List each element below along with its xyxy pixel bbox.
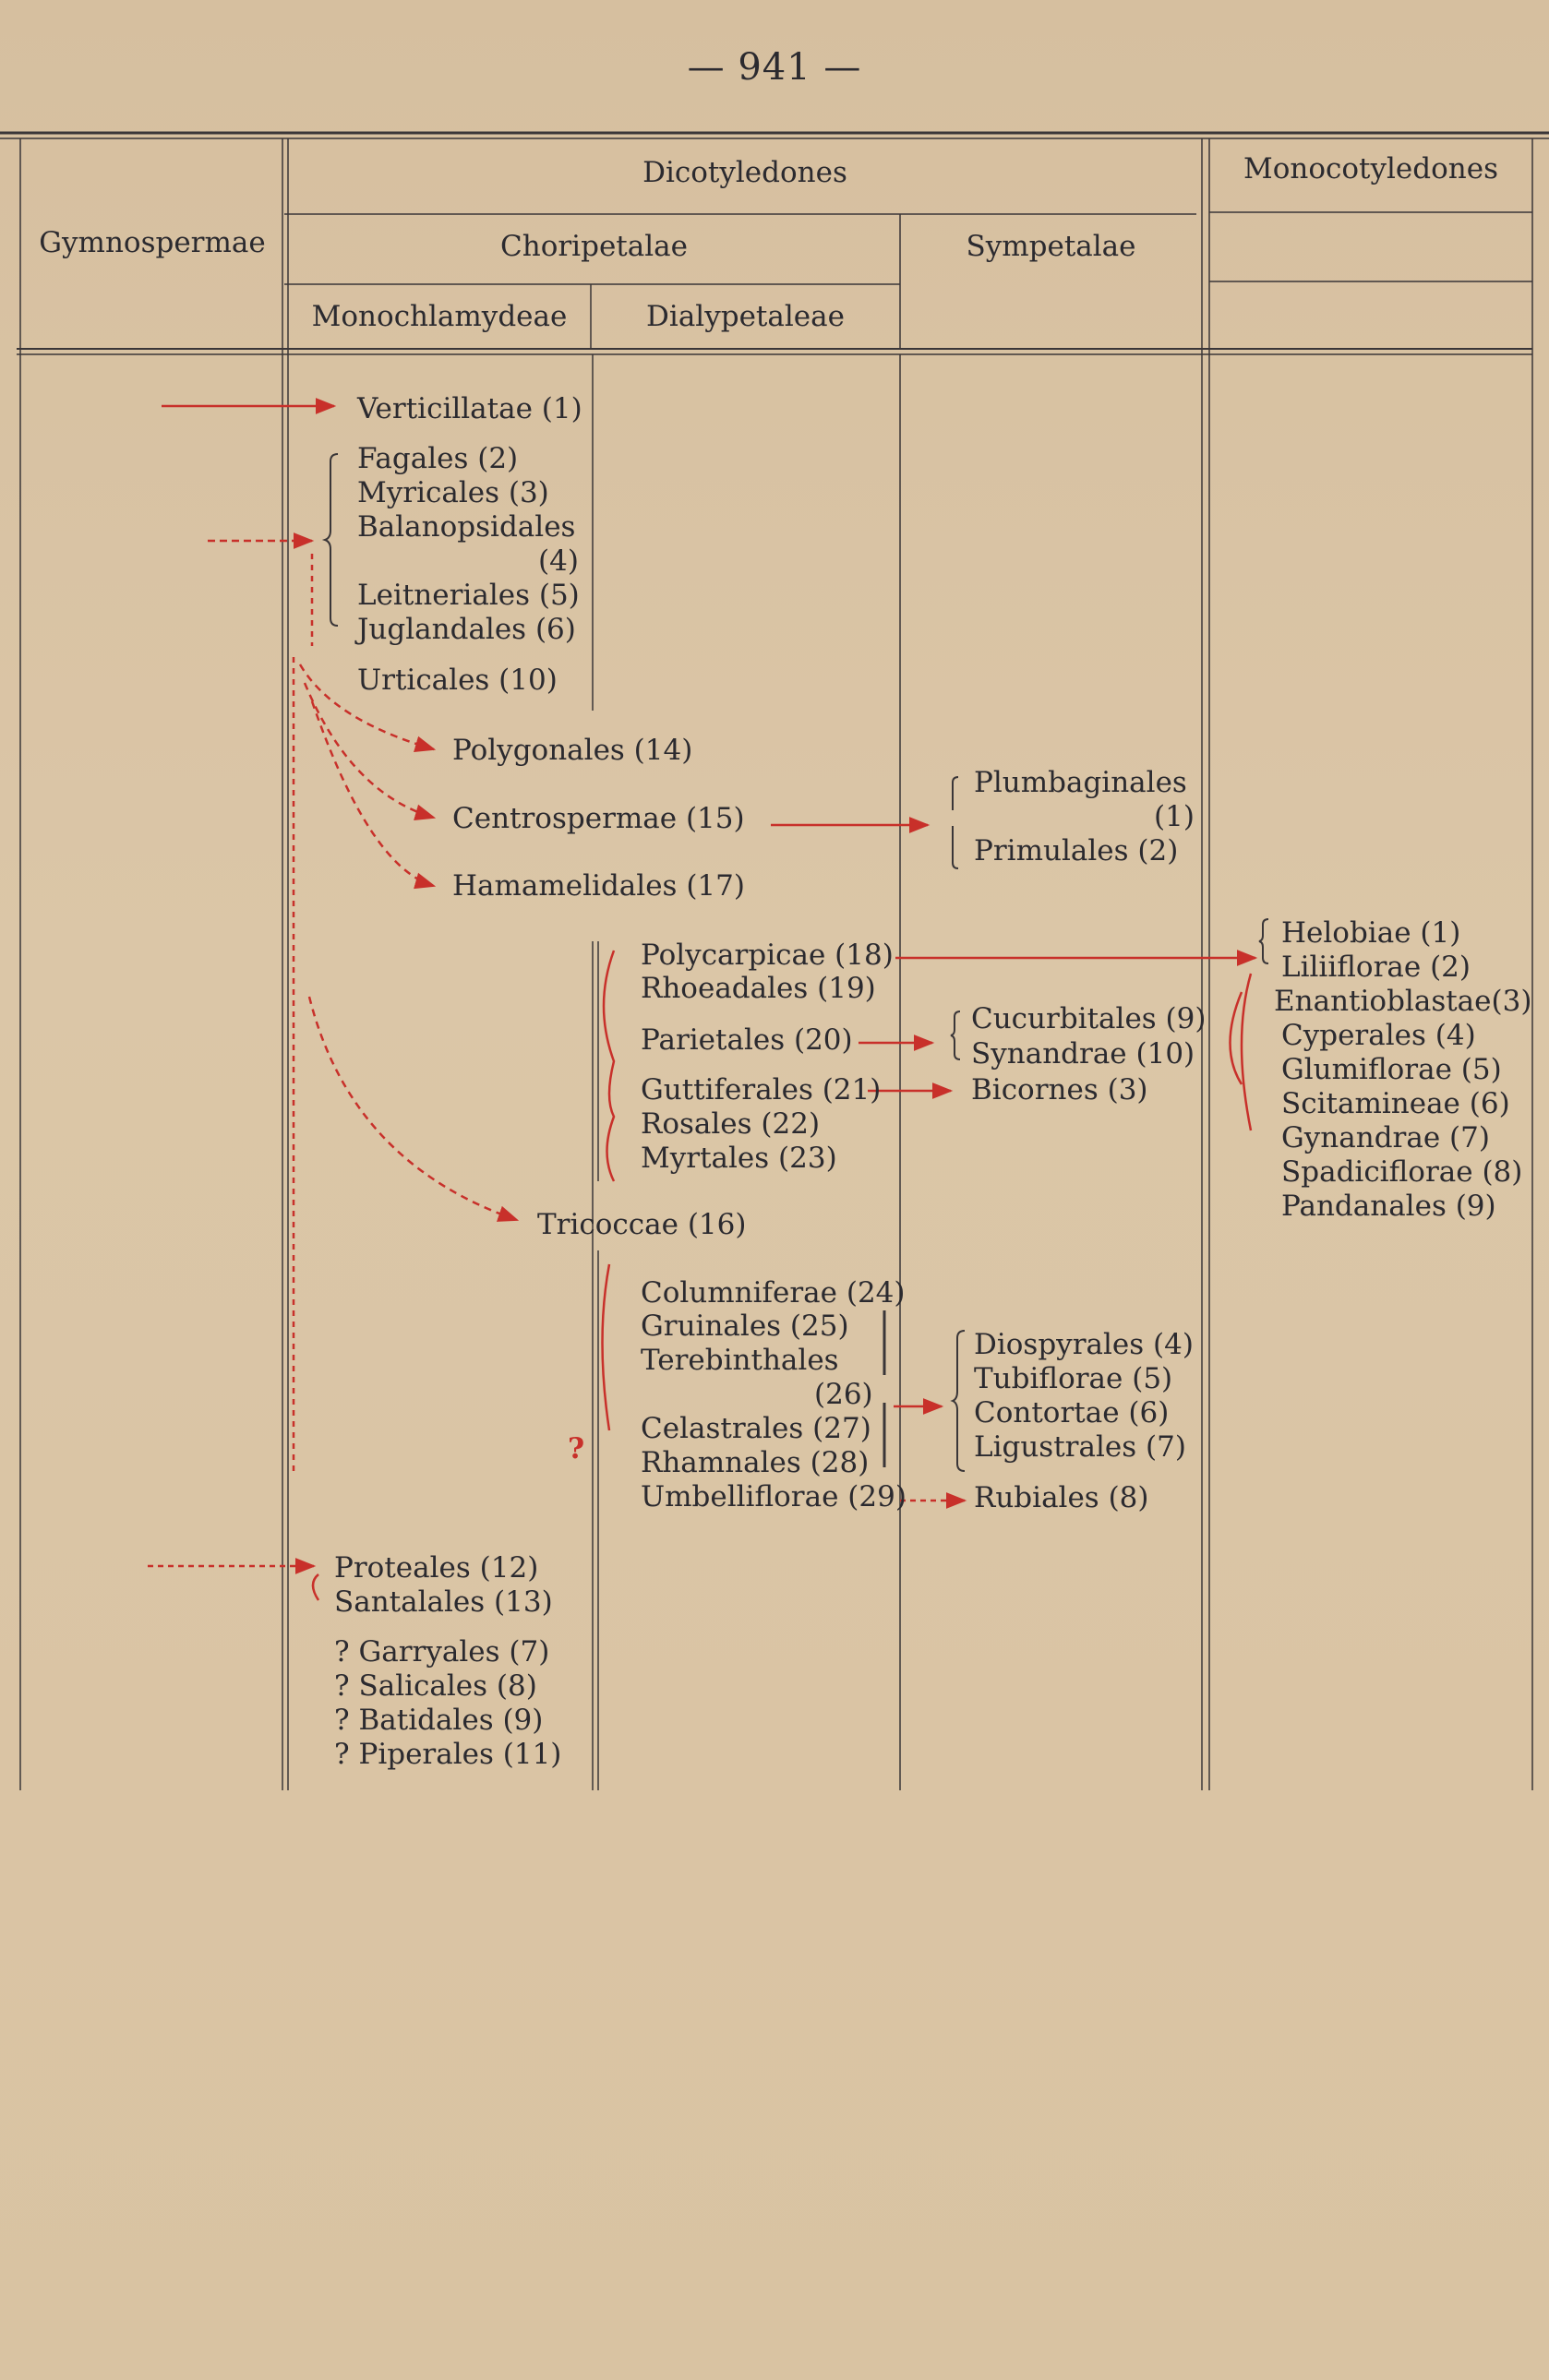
order-synandrae: Synandrae (10) xyxy=(971,1037,1195,1070)
order-terebinthales: Terebinthales xyxy=(641,1344,839,1377)
order-fagales: Fagales (2) xyxy=(357,442,519,475)
order-gruinales: Gruinales (25) xyxy=(641,1310,849,1343)
header-sympetalae: Sympetalae xyxy=(966,230,1136,263)
order-cyperales: Cyperales (4) xyxy=(1281,1019,1476,1052)
order-guttiferales: Guttiferales (21) xyxy=(641,1073,882,1106)
order-santalales: Santalales (13) xyxy=(334,1585,553,1619)
order-plumbaginales: Plumbaginales xyxy=(974,766,1187,799)
order-rhoeadales: Rhoeadales (19) xyxy=(641,972,876,1005)
header-gymnospermae: Gymnospermae xyxy=(39,226,266,259)
order-rubiales: Rubiales (8) xyxy=(974,1481,1149,1514)
order-piperales: ? Piperales (11) xyxy=(334,1738,562,1771)
order-spadiciflorae: Spadiciflorae (8) xyxy=(1281,1155,1523,1189)
order-polygonales: Polygonales (14) xyxy=(452,734,693,767)
order-liliiflorae: Liliiflorae (2) xyxy=(1281,951,1471,984)
order-hamamelidales: Hamamelidales (17) xyxy=(452,869,745,903)
order-rosales: Rosales (22) xyxy=(641,1107,821,1141)
order-scitamineae: Scitamineae (6) xyxy=(1281,1087,1510,1120)
header-choripetalae: Choripetalae xyxy=(500,230,688,263)
order-myricales: Myricales (3) xyxy=(357,476,549,509)
order-diospyrales: Diospyrales (4) xyxy=(974,1328,1194,1361)
order-gynandrae: Gynandrae (7) xyxy=(1281,1121,1490,1154)
header-dicotyledones: Dicotyledones xyxy=(642,156,847,189)
order-glumiflorae: Glumiflorae (5) xyxy=(1281,1053,1502,1086)
order-garryales: ? Garryales (7) xyxy=(334,1635,550,1668)
order-proteales: Proteales (12) xyxy=(334,1551,539,1585)
order-bicornes: Bicornes (3) xyxy=(971,1073,1148,1106)
order-leitneriales: Leitneriales (5) xyxy=(357,579,580,612)
order-contortae: Contortae (6) xyxy=(974,1396,1170,1429)
order-primulales: Primulales (2) xyxy=(974,834,1179,867)
question-mark: ? xyxy=(568,1432,585,1465)
order-centrospermae: Centrospermae (15) xyxy=(452,802,745,835)
order-helobiae: Helobiae (1) xyxy=(1281,916,1461,950)
order-celastrales: Celastrales (27) xyxy=(641,1412,871,1445)
order-terebinthales-number: (26) xyxy=(814,1378,873,1411)
order-rhamnales: Rhamnales (28) xyxy=(641,1446,870,1479)
order-verticillatae: Verticillatae (1) xyxy=(357,392,582,425)
order-enantioblastae: Enantioblastae(3) xyxy=(1274,985,1532,1018)
order-columniferae: Columniferae (24) xyxy=(641,1276,906,1310)
order-urticales: Urticales (10) xyxy=(357,664,558,697)
order-juglandales: Juglandales (6) xyxy=(357,613,576,646)
order-plumbaginales-number: (1) xyxy=(1154,800,1195,833)
order-batidales: ? Batidales (9) xyxy=(334,1704,544,1737)
order-balanopsidales-number: (4) xyxy=(538,544,579,578)
order-umbelliflorae: Umbelliflorae (29) xyxy=(641,1480,907,1513)
order-tricoccae: Tricoccae (16) xyxy=(537,1208,747,1241)
page-number: — 941 — xyxy=(687,46,862,89)
order-myrtales: Myrtales (23) xyxy=(641,1142,837,1175)
order-polycarpicae: Polycarpicae (18) xyxy=(641,939,894,972)
header-dialypetaleae: Dialypetaleae xyxy=(646,300,845,333)
order-tubiflorae: Tubiflorae (5) xyxy=(974,1362,1173,1395)
order-parietales: Parietales (20) xyxy=(641,1023,853,1057)
order-balanopsidales: Balanopsidales xyxy=(357,510,576,544)
order-pandanales: Pandanales (9) xyxy=(1281,1190,1496,1223)
header-monochlamydeae: Monochlamydeae xyxy=(311,300,568,333)
order-ligustrales: Ligustrales (7) xyxy=(974,1430,1186,1464)
order-cucurbitales: Cucurbitales (9) xyxy=(971,1002,1207,1035)
order-salicales: ? Salicales (8) xyxy=(334,1669,537,1703)
header-monocotyledones: Monocotyledones xyxy=(1243,152,1499,185)
